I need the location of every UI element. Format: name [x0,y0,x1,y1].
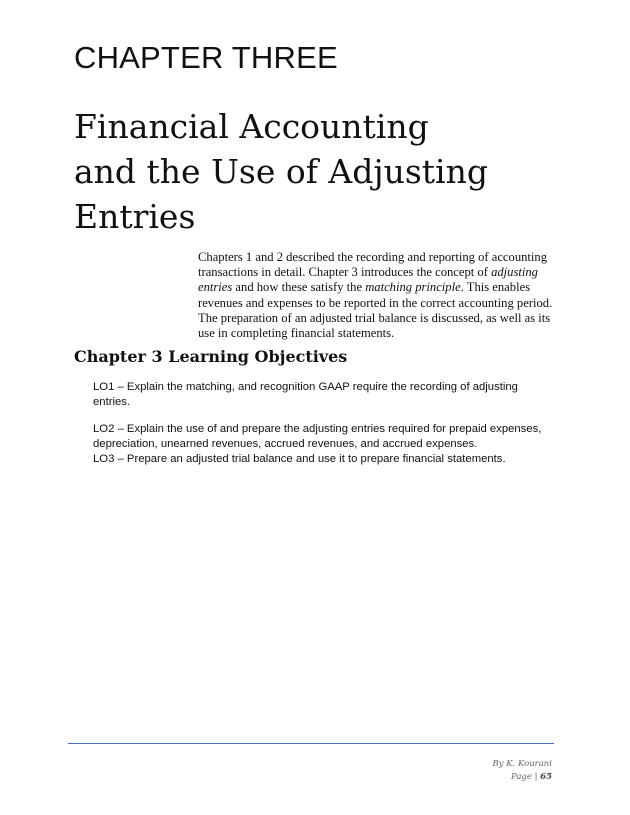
chapter-title-line: and the Use of Adjusting [74,152,488,191]
page-number: 65 [540,772,552,782]
intro-text: . This enables revenues and expenses to be reported in the correct accounting period. The preparation of an adjusted trial balance is discussed, as well as its use in completing financial statements. [198,280,553,341]
chapter-title-line: Financial Accounting [74,107,429,146]
chapter-title [74,104,544,239]
page-separator: | [531,772,541,782]
chapter-introduction [198,250,568,341]
intro-term-adjusting-entries: adjusting entries [198,265,538,295]
learning-objectives-list [93,380,553,467]
chapter-label: CHAPTER THREE [74,40,338,75]
intro-term-matching-principle: matching principle [365,280,461,295]
footer-divider [68,743,554,744]
footer-page-number [511,772,552,782]
chapter-title-line: Entries [74,197,196,236]
intro-text: Chapters 1 and 2 described the recording and reporting of accounting transactions in detail. Chapter 3 introduces the concept of [198,250,548,280]
learning-objective-lo1: LO1 – Explain the matching, and recognition GAAP require the recording of adjusting entries. [93,381,518,408]
footer-author: By K. Kourani [492,759,552,769]
page-label: Page [510,772,532,782]
intro-text: and how these satisfy the [232,280,366,295]
learning-objectives-heading: Chapter 3 Learning Objectives [74,347,348,366]
learning-objective-lo3: LO3 – Prepare an adjusted trial balance and use it to prepare financial statements. [93,453,506,465]
learning-objective-lo2: LO2 – Explain the use of and prepare the adjusting entries required for prepaid expenses, depreciation, unearned revenues, accrued revenues, and accrued expenses. [93,423,542,450]
